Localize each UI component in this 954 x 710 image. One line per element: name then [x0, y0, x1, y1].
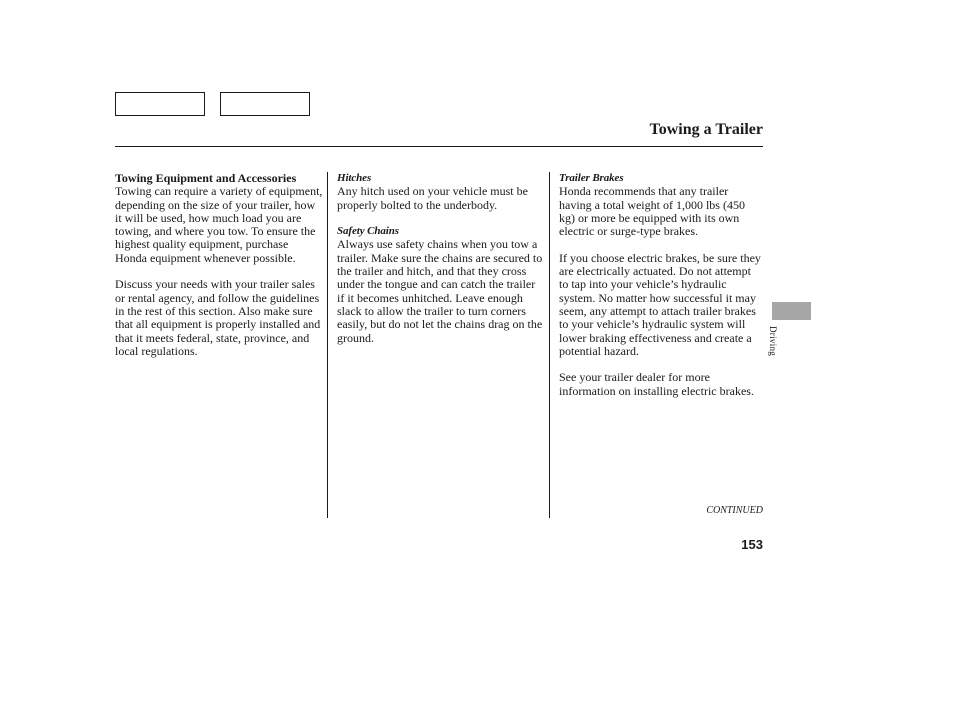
page-title: Towing a Trailer	[649, 121, 763, 138]
section-label: Driving	[768, 326, 778, 357]
nav-next-button[interactable]	[220, 92, 310, 116]
trailer-brakes-paragraph: Honda recommends that any trailer having a total weight of 1,000 lbs (450 kg) or more be equipped with its own electric or surge-type brakes.	[559, 184, 745, 239]
trailer-brakes-heading: Trailer Brakes	[559, 172, 624, 184]
column-divider	[327, 172, 328, 518]
section-tab[interactable]	[772, 302, 811, 320]
title-divider	[115, 146, 763, 147]
trailer-brakes-paragraph: If you choose electric brakes, be sure they are electrically actuated. Do not attempt to tap into your vehicle’s hydraulic system. No matter how successful it may seem, any attempt to attach trailer brakes to your vehicle’s hydraulic system will lower braking effectiveness and create a potential hazard.	[559, 250, 761, 358]
page-number: 153	[741, 537, 763, 552]
towing-equipment-paragraph: Discuss your needs with your trailer sales or rental agency, and follow the guidelines in the rest of this section. Also make sure that all equipment is properly installed and that it meets federal, state, province, and local regulations.	[115, 277, 321, 358]
safety-chains-heading: Safety Chains	[337, 225, 399, 238]
nav-previous-button[interactable]	[115, 92, 205, 116]
column-hitches-chains	[337, 172, 543, 358]
column-towing-equipment	[115, 172, 323, 371]
column-divider	[549, 172, 550, 518]
trailer-brakes-paragraph: See your trailer dealer for more information on installing electric brakes.	[559, 370, 754, 398]
safety-chains-paragraph: Always use safety chains when you tow a trailer. Make sure the chains are secured to the trailer and hitch, and that they cross under the tongue and can catch the trailer if it becomes unhitched. Leave enough slack to allow the trailer to turn corners easily, but do not let the chains drag on the ground.	[337, 237, 543, 345]
towing-equipment-paragraph: Towing can require a variety of equipment, depending on the size of your trailer, how it will be used, how much load you are towing, and where you tow. To ensure the highest quality equipment, purchase Honda equipment whenever possible.	[115, 184, 323, 265]
continued-label: CONTINUED	[706, 505, 763, 516]
column-trailer-brakes	[559, 172, 763, 411]
hitches-paragraph: Any hitch used on your vehicle must be properly bolted to the underbody.	[337, 184, 528, 212]
towing-equipment-heading: Towing Equipment and Accessories	[115, 171, 297, 185]
hitches-heading: Hitches	[337, 172, 372, 184]
